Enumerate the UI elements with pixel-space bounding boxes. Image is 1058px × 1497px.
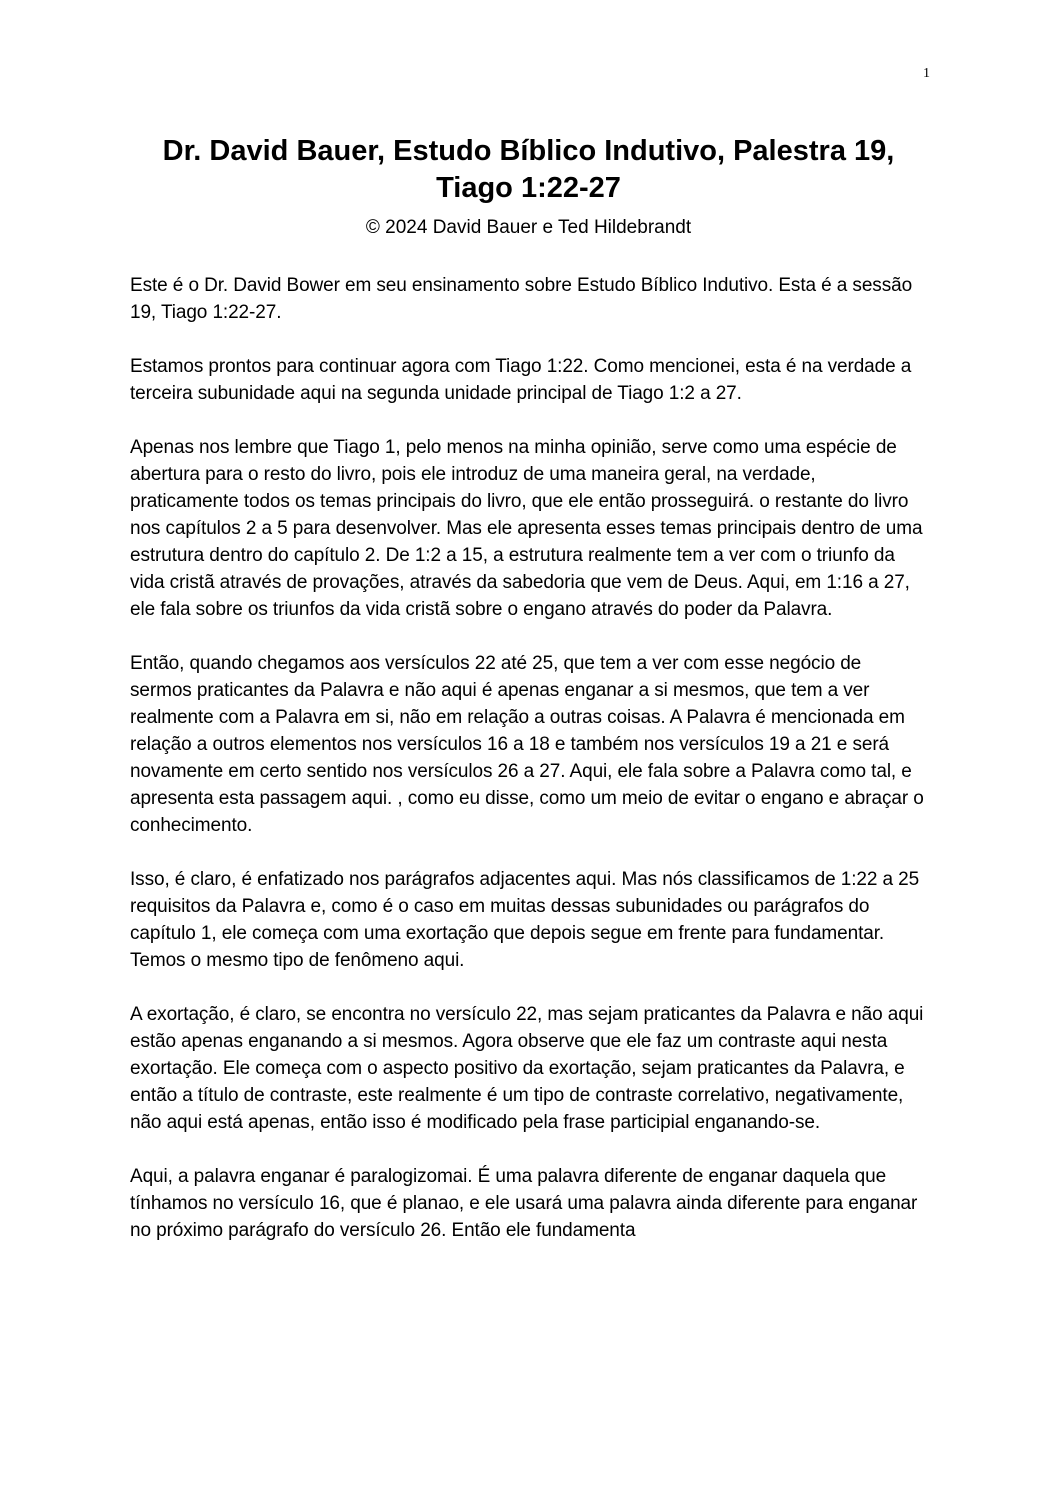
paragraph-5: Isso, é claro, é enfatizado nos parágrafos adjacentes aqui. Mas nós classificamos de 1:22 a 25 requisitos da Palavra e, como é o caso em muitas dessas subunidades ou parágrafos do capítulo 1, ele começa com uma exortação que depois segue em frente para fundamentar. Temos o mesmo tipo de fenômeno aqui. — [130, 869, 920, 971]
paragraph-7: Aqui, a palavra enganar é paralogizomai. É uma palavra diferente de enganar daquela que tínhamos no versículo 16, que é planao, e ele usará uma palavra ainda diferente para enganar no próximo parágrafo do versículo 26. Então ele fundamenta — [130, 1166, 918, 1241]
paragraph-2: Estamos prontos para continuar agora com Tiago 1:22. Como mencionei, esta é na verdade a terceira subunidade aqui na segunda unidade principal de Tiago 1:2 a 27. — [130, 356, 912, 404]
document-body — [130, 272, 927, 1271]
paragraph-1: Este é o Dr. David Bower em seu ensinamento sobre Estudo Bíblico Indutivo. Esta é a sessão 19, Tiago 1:22-27. — [130, 275, 913, 323]
document-title: Dr. David Bauer, Estudo Bíblico Indutivo, Palestra 19, Tiago 1:22-27 — [162, 135, 895, 204]
copyright-line: © 2024 David Bauer e Ted Hildebrandt — [365, 217, 692, 238]
paragraph-6: A exortação, é claro, se encontra no versículo 22, mas sejam praticantes da Palavra e não aqui estão apenas enganando a si mesmos. Agora observe que ele faz um contraste aqui nesta exortação. Ele começa com o aspecto positivo da exortação, sejam praticantes da Palavra, e então a título de contraste, este realmente é um tipo de contraste correlativo, negativamente, não aqui está apenas, então isso é modificado pela frase participial enganando-se. — [130, 1004, 924, 1133]
paragraph-4: Então, quando chegamos aos versículos 22 até 25, que tem a ver com esse negócio de sermos praticantes da Palavra e não aqui é apenas enganar a si mesmos, que tem a ver realmente com a Palavra em si, não em relação a outras coisas. A Palavra é mencionada em relação a outros elementos nos versículos 16 a 18 e também nos versículos 19 a 21 e será novamente em certo sentido nos versículos 26 a 27. Aqui, ele fala sobre a Palavra como tal, e apresenta esta passagem aqui. , como eu disse, como um meio de evitar o engano e abraçar o conhecimento. — [130, 653, 924, 836]
paragraph-3: Apenas nos lembre que Tiago 1, pelo menos na minha opinião, serve como uma espécie de abertura para o resto do livro, pois ele introduz de uma maneira geral, na verdade, praticamente todos os temas principais do livro, que ele então prosseguirá. o restante do livro nos capítulos 2 a 5 para desenvolver. Mas ele apresenta esses temas principais dentro de uma estrutura dentro do capítulo 2. De 1:2 a 15, a estrutura realmente tem a ver com o triunfo da vida cristã através de provações, através da sabedoria que vem de Deus. Aqui, em 1:16 a 27, ele fala sobre os triunfos da vida cristã sobre o engano através do poder da Palavra. — [130, 437, 923, 620]
page-number: 1 — [923, 66, 930, 81]
